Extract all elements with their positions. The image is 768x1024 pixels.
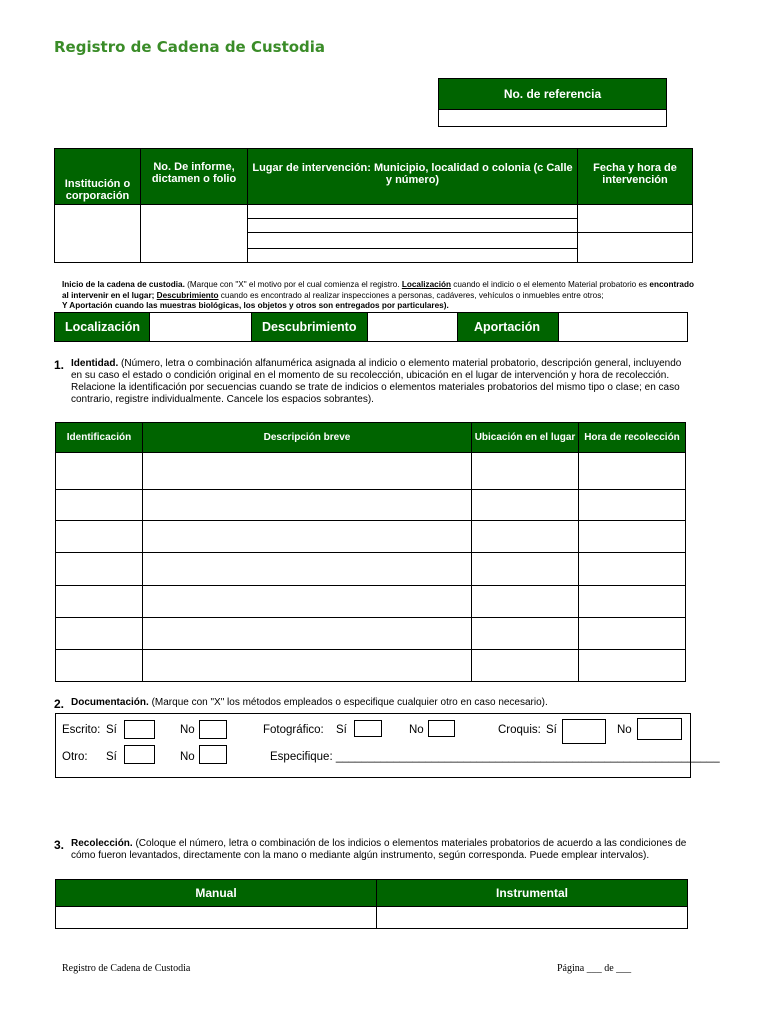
manual-field[interactable] — [56, 907, 377, 929]
note-part1: (Marque con "X" el motivo por el cual comienza el registro. — [184, 280, 402, 289]
reference-number-field[interactable] — [438, 109, 667, 127]
table-row — [56, 586, 686, 618]
section-collection-desc: (Coloque el número, letra o combinación de los indicios o elementos materiales probatorios de acuerdo a las condiciones de cómo fueron levantados, directamente con la mano o mediante algún instrumento, según corresponda. Puede emplear intervalos). — [71, 838, 687, 861]
table-row — [56, 650, 686, 682]
header-location: Ubicación en el lugar — [472, 423, 579, 453]
time-cell[interactable] — [579, 586, 686, 618]
checkbox-croquis-si[interactable] — [562, 719, 606, 744]
table-row — [56, 521, 686, 553]
description-cell[interactable] — [143, 553, 472, 586]
page-title: Registro de Cadena de Custodia — [54, 38, 326, 56]
header-institution: Institución o corporación — [55, 149, 141, 205]
description-cell[interactable] — [143, 453, 472, 490]
header-intervention-datetime: Fecha y hora de intervención — [578, 149, 693, 205]
chain-start-note — [62, 280, 702, 312]
location-cell[interactable] — [472, 521, 579, 553]
description-cell[interactable] — [143, 586, 472, 618]
label-croquis: Croquis: — [498, 724, 541, 736]
label-croquis-no: No — [617, 724, 632, 736]
place-field-1[interactable] — [248, 205, 578, 219]
section-collection-text — [71, 838, 691, 862]
checkbox-escrito-no[interactable] — [199, 720, 227, 739]
label-localizacion: Localización — [55, 313, 149, 341]
reference-number-header: No. de referencia — [438, 78, 667, 110]
place-field-4[interactable] — [248, 249, 578, 263]
header-instrumental: Instrumental — [377, 880, 688, 907]
label-escrito: Escrito: — [62, 724, 101, 736]
checkbox-fotografico-no[interactable] — [428, 720, 455, 737]
section-documentation — [54, 697, 694, 711]
location-cell[interactable] — [472, 553, 579, 586]
instrumental-field[interactable] — [377, 907, 688, 929]
note-found: encontrado al intervenir en el lugar; — [62, 280, 694, 300]
checkbox-descubrimiento[interactable] — [367, 313, 458, 341]
section-documentation-desc: (Marque con "X" los métodos empleados o especifique cualquier otro en caso necesario). — [148, 697, 548, 708]
footer-page-number: Página ___ de ___ — [557, 963, 632, 974]
place-field-2[interactable] — [248, 219, 578, 233]
place-field-3[interactable] — [248, 233, 578, 249]
time-cell[interactable] — [579, 650, 686, 682]
header-brief-description: Descripción breve — [143, 423, 472, 453]
description-cell[interactable] — [143, 618, 472, 650]
header-report-number: No. De informe, dictamen o folio — [141, 149, 248, 205]
note-aportacion: Y Aportación cuando las muestras biológicas, los objetos y otros son entregados por particulares). — [62, 301, 449, 310]
location-cell[interactable] — [472, 453, 579, 490]
note-part3: cuando es encontrado al realizar inspecciones a personas, cadáveres, vehículos o inmuebles entre otros; — [218, 290, 604, 300]
chain-motive-row — [54, 312, 688, 342]
datetime-field-1[interactable] — [578, 205, 693, 233]
checkbox-escrito-si[interactable] — [124, 720, 155, 739]
header-identification: Identificación — [56, 423, 143, 453]
label-otro-si: Sí — [106, 751, 117, 763]
description-cell[interactable] — [143, 490, 472, 521]
section-documentation-text — [71, 697, 548, 711]
time-cell[interactable] — [579, 553, 686, 586]
checkbox-otro-si[interactable] — [124, 745, 155, 764]
identification-cell[interactable] — [56, 553, 143, 586]
time-cell[interactable] — [579, 453, 686, 490]
table-row — [56, 490, 686, 521]
identification-cell[interactable] — [56, 521, 143, 553]
header-intervention-place: Lugar de intervención: Municipio, localidad o colonia (c Calle y número) — [248, 149, 578, 205]
identification-cell[interactable] — [56, 618, 143, 650]
report-number-field[interactable] — [141, 205, 248, 263]
label-fotografico-no: No — [409, 724, 424, 736]
section-documentation-title: Documentación. — [71, 697, 149, 708]
label-otro-no: No — [180, 751, 195, 763]
label-escrito-no: No — [180, 724, 195, 736]
location-cell[interactable] — [472, 586, 579, 618]
location-cell[interactable] — [472, 490, 579, 521]
section-identity-title: Identidad. — [71, 358, 119, 369]
label-fotografico: Fotográfico: — [263, 724, 324, 736]
description-cell[interactable] — [143, 521, 472, 553]
datetime-field-2[interactable] — [578, 233, 693, 263]
label-aportacion: Aportación — [458, 313, 558, 341]
note-lead: Inicio de la cadena de custodia. — [62, 280, 185, 289]
time-cell[interactable] — [579, 521, 686, 553]
identification-cell[interactable] — [56, 490, 143, 521]
note-part2: cuando el indicio o el elemento Material probatorio es — [450, 280, 650, 289]
location-cell[interactable] — [472, 618, 579, 650]
institution-field[interactable] — [55, 205, 141, 263]
checkbox-aportacion[interactable] — [558, 313, 687, 341]
time-cell[interactable] — [579, 490, 686, 521]
label-descubrimiento: Descubrimiento — [252, 313, 367, 341]
location-cell[interactable] — [472, 650, 579, 682]
checkbox-localizacion[interactable] — [149, 313, 252, 341]
table-row — [56, 618, 686, 650]
section-documentation-number: 2. — [54, 697, 65, 711]
section-identity-number: 1. — [54, 358, 65, 372]
section-identity — [54, 358, 694, 406]
table-row — [56, 553, 686, 586]
identification-cell[interactable] — [56, 650, 143, 682]
header-collection-time: Hora de recolección — [579, 423, 686, 453]
specify-field[interactable]: Especifique: ____________________________________________________________ — [270, 751, 720, 763]
documentation-box — [55, 713, 720, 778]
checkbox-otro-no[interactable] — [199, 745, 227, 764]
evidence-identity-table — [55, 422, 686, 682]
label-escrito-si: Sí — [106, 724, 117, 736]
checkbox-croquis-no[interactable] — [637, 718, 682, 740]
section-collection — [54, 838, 694, 862]
checkbox-fotografico-si[interactable] — [354, 720, 382, 737]
section-collection-title: Recolección. — [71, 838, 133, 849]
identification-cell[interactable] — [56, 453, 143, 490]
time-cell[interactable] — [579, 618, 686, 650]
label-croquis-si: Sí — [546, 724, 557, 736]
identification-cell[interactable] — [56, 586, 143, 618]
table-row — [56, 453, 686, 490]
footer-title: Registro de Cadena de Custodia — [62, 963, 191, 974]
label-fotografico-si: Sí — [336, 724, 347, 736]
label-otro: Otro: — [62, 751, 88, 763]
note-descubrimiento-word: Descubrimiento — [156, 290, 219, 300]
collection-table — [55, 879, 688, 929]
note-localizacion-word: Localización — [401, 280, 451, 289]
description-cell[interactable] — [143, 650, 472, 682]
intervention-table — [54, 148, 693, 263]
section-identity-text — [71, 358, 691, 406]
header-manual: Manual — [56, 880, 377, 907]
section-identity-desc: (Número, letra o combinación alfanumérica asignada al indicio o elemento material probatorio, descripción general, incluyendo en su caso el estado o condición original en el momento de su recolección, ubicación en el lugar de intervención y hora de recolección. Relacione la identificación por secuencias cuando se trate de indicios o elementos materiales probatorios del mismo tipo o clase; en caso contrario, registre individualmente. Cancele los espacios sobrantes). — [71, 358, 682, 405]
section-collection-number: 3. — [54, 838, 65, 852]
